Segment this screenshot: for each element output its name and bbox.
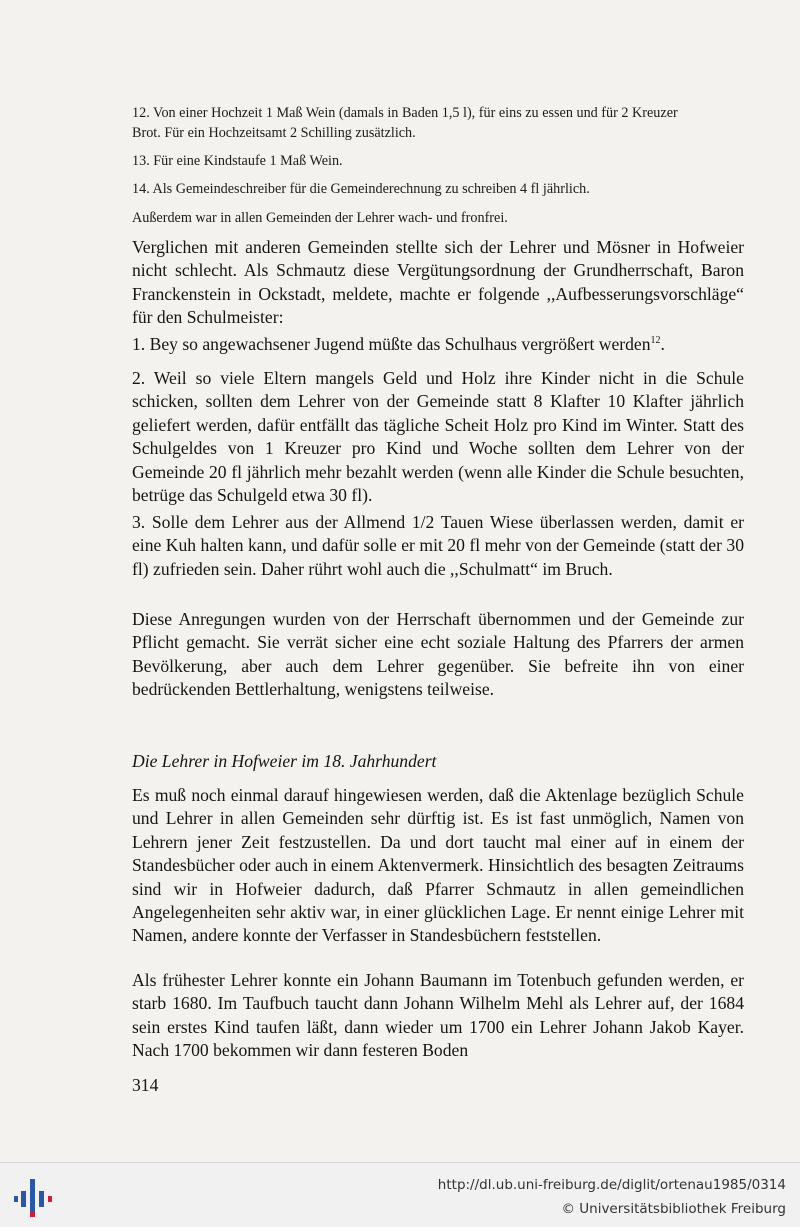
paragraph-proposal-3: 3. Solle dem Lehrer aus der Allmend 1/2 Tauen Wiese überlassen werden, damit er eine Kuh halten kann, und dafür solle er mit 20 fl mehr von der Gemeinde (statt der 30 fl) zufrieden sein. Daher rührt wohl auch die ,,Schulmatt“ im Bruch. (132, 512, 744, 579)
footnote-12-line2: Brot. Für ein Hochzeitsamt 2 Schilling zusätzlich. (132, 125, 416, 141)
ub-freiburg-logo-icon (12, 1177, 54, 1219)
paragraph-proposal-2: 2. Weil so viele Eltern mangels Geld und Holz ihre Kinder nicht in die Schule schicken, sollten dem Lehrer von der Gemeinde statt 8 Klafter 10 Klafter jährlich geliefert werden, dafür entfällt das tägliche Scheit Holz pro Kind im Winter. Statt des Schulgeldes von 1 Kreuzer pro Kind und Woche sollten dem Lehrer von der Gemeinde 20 fl jährlich mehr bezahlt werden (wenn alle Kinder die Schule besuchten, betrüge das Schulgeld etwa 30 fl). (132, 368, 744, 506)
proposal-1-end: . (660, 334, 665, 354)
paragraph-records: Es muß noch einmal darauf hingewiesen werden, daß die Aktenlage bezüglich Schule und Lehrer in allen Gemeinden sehr dürftig ist. Es ist fast unmöglich, Namen von Lehrern jener Zeit festzustellen. Da und dort taucht mal einer auf in einem der Standesbücher oder auch in einem Aktenvermerk. Hinsichtlich des besagten Zeitraums sind wir in Hofweier dadurch, daß Pfarrer Schmautz in allen gemeindlichen Angelegenheiten sehr aktiv war, in einer glücklichen Lage. Er nennt einige Lehrer mit Namen, andere konnte der Verfasser in Standesbüchern feststellen. (132, 785, 744, 946)
paragraph-comparison: Verglichen mit anderen Gemeinden stellte sich der Lehrer und Mösner in Hofweier nicht schlecht. Als Schmautz diese Vergütungsordnung der Grundherrschaft, Baron Franckenstein in Ockstadt, meldete, machte er folgende ,,Aufbesserungsvorschläge“ für den Schulmeister: (132, 237, 744, 328)
proposal-1-text: 1. Bey so angewachsener Jugend müßte das Schulhaus vergrößert werden (132, 334, 651, 354)
paragraph-proposal-1 (132, 333, 744, 356)
source-url-link[interactable]: http://dl.ub.uni-freiburg.de/diglit/ortenau1985/0314 (437, 1177, 786, 1193)
footnote-ref-12: 12 (650, 335, 661, 347)
footer-bar (0, 1162, 800, 1227)
paragraph-adoption: Diese Anregungen wurden von der Herrschaft übernommen und der Gemeinde zur Pflicht gemacht. Sie verrät sicher eine echt soziale Haltung des Pfarrers der armen Bevölkerung, aber auch dem Lehrer gegenüber. Sie befreite ihn von einer bedrückenden Bettlerhaltung, wenigstens teilweise. (132, 609, 744, 700)
footnote-12-line1: 12. Von einer Hochzeit 1 Maß Wein (damals in Baden 1,5 l), für eins zu essen und für 2 Kreuzer (132, 105, 678, 121)
note-exemption: Außerdem war in allen Gemeinden der Lehrer wach- und fronfrei. (132, 210, 508, 226)
footnote-14: 14. Als Gemeindeschreiber für die Gemeinderechnung zu schreiben 4 fl jährlich. (132, 181, 590, 197)
paragraph-earliest-teachers: Als frühester Lehrer konnte ein Johann Baumann im Totenbuch gefunden werden, er starb 1680. Im Taufbuch taucht dann Johann Wilhelm Mehl als Lehrer auf, der 1684 sein erstes Kind taufen läßt, dann wieder um 1700 ein Lehrer Johann Jakob Kayer. Nach 1700 bekommen wir dann festeren Boden (132, 970, 744, 1061)
footnote-12 (132, 103, 744, 143)
section-heading: Die Lehrer in Hofweier im 18. Jahrhundert (132, 751, 437, 771)
page-number: 314 (132, 1075, 159, 1095)
footnote-13: 13. Für eine Kindstaufe 1 Maß Wein. (132, 153, 343, 169)
copyright-text: © Universitätsbibliothek Freiburg (561, 1201, 786, 1217)
